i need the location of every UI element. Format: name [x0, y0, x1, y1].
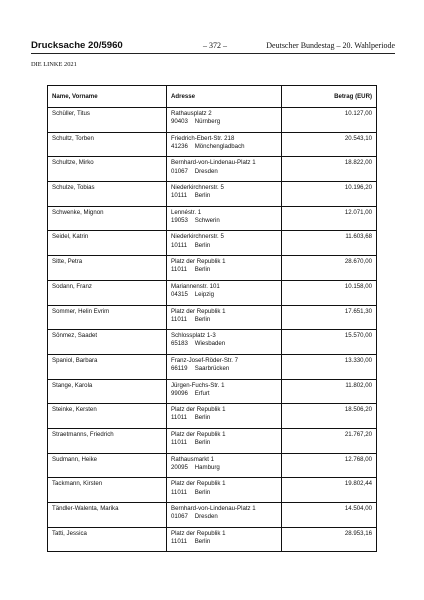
city: Berlin — [194, 414, 211, 422]
table-row — [48, 132, 377, 157]
table-row — [48, 157, 377, 182]
postal-code: 20095 — [171, 463, 188, 471]
person-name: Tändler-Walenta, Marika — [52, 505, 119, 512]
name-cell — [48, 206, 167, 231]
person-name: Schultz, Torben — [52, 134, 94, 142]
person-name: Steinke, Kersten — [52, 406, 97, 414]
postal-code: 11011 — [171, 488, 188, 496]
amount: 10.196,20 — [344, 184, 372, 192]
address-cell — [167, 379, 282, 404]
legislative-period: Deutscher Bundestag – 20. Wahlperiode — [266, 41, 395, 50]
party-label: DIE LINKE 2021 — [31, 61, 77, 68]
city: Schwerin — [194, 216, 220, 224]
header-rule — [31, 53, 395, 54]
address-cell — [167, 157, 282, 182]
name-cell — [48, 527, 167, 552]
name-cell — [48, 428, 167, 453]
name-cell — [48, 453, 167, 478]
amount-cell — [282, 379, 377, 404]
table-row — [48, 527, 377, 552]
name-cell — [48, 404, 167, 429]
amount-cell — [282, 478, 377, 503]
table-row — [48, 330, 377, 355]
amount: 17.651,30 — [344, 307, 372, 315]
table-row — [48, 404, 377, 429]
amount-cell — [282, 330, 377, 355]
postal-code: 99096 — [171, 389, 188, 397]
street: Platz der Republik 1 — [171, 258, 226, 266]
street: Platz der Republik 1 — [171, 529, 226, 537]
postal-code: 90403 — [171, 118, 188, 126]
name-cell — [48, 157, 167, 182]
address-cell — [167, 354, 282, 379]
amount: 10.158,00 — [344, 282, 372, 290]
column-header-amount: Betrag (EUR) — [282, 86, 377, 108]
postal-code: 10111 — [171, 241, 188, 249]
amount: 11.603,68 — [345, 233, 372, 241]
address-cell — [167, 527, 282, 552]
street: Friedrich-Ebert-Str. 218 — [171, 134, 235, 142]
amount-cell — [282, 527, 377, 552]
address-cell — [167, 453, 282, 478]
street: Bernhard-von-Lindenau-Platz 1 — [171, 505, 256, 512]
column-header-name: Name, Vorname — [48, 86, 167, 108]
amount-cell — [282, 354, 377, 379]
person-name: Schwenke, Mignon — [52, 208, 104, 216]
city: Hamburg — [194, 463, 220, 471]
postal-code: 66119 — [171, 365, 188, 373]
amount: 11.802,00 — [345, 381, 372, 389]
postal-code: 19053 — [171, 216, 188, 224]
person-name: Seidel, Katrin — [52, 233, 89, 241]
postal-code: 04315 — [171, 291, 188, 299]
name-cell — [48, 330, 167, 355]
address-cell — [167, 404, 282, 429]
city: Berlin — [194, 266, 211, 274]
address-cell — [167, 428, 282, 453]
street: Schlossplatz 1-3 — [171, 332, 216, 340]
person-name: Schultze, Mirko — [52, 159, 94, 167]
amount: 12.071,00 — [344, 208, 372, 216]
street: Platz der Republik 1 — [171, 430, 226, 438]
person-name: Stange, Karola — [52, 381, 93, 389]
table-header-row — [48, 86, 377, 108]
amount: 18.822,00 — [344, 159, 372, 167]
page-number: – 372 – — [203, 41, 227, 50]
address-cell — [167, 231, 282, 256]
amount-cell — [282, 428, 377, 453]
street: Lennéstr. 1 — [171, 208, 202, 216]
document-id: Drucksache 20/5960 — [31, 40, 123, 51]
name-cell — [48, 108, 167, 133]
person-name: Tackmann, Kirsten — [52, 480, 103, 488]
postal-code: 11011 — [171, 266, 188, 274]
city: Berlin — [194, 241, 211, 249]
postal-code: 11011 — [171, 414, 188, 422]
address-cell — [167, 256, 282, 281]
city: Berlin — [194, 488, 211, 496]
amount-cell — [282, 503, 377, 528]
amount: 14.504,00 — [344, 505, 372, 512]
amount: 10.127,00 — [344, 110, 372, 117]
table-row — [48, 206, 377, 231]
address-cell — [167, 280, 282, 305]
city: Wiesbaden — [194, 340, 226, 348]
person-name: Tatti, Jessica — [52, 529, 87, 537]
column-header-address: Adresse — [167, 86, 282, 108]
city: Nürnberg — [194, 118, 221, 126]
city: Berlin — [194, 315, 211, 323]
address-cell — [167, 108, 282, 133]
address-cell — [167, 330, 282, 355]
amount-cell — [282, 231, 377, 256]
person-name: Sodann, Franz — [52, 282, 92, 290]
street: Platz der Republik 1 — [171, 480, 226, 488]
city: Berlin — [194, 537, 211, 545]
name-cell — [48, 182, 167, 207]
street: Niederkirchnerstr. 5 — [171, 233, 224, 241]
name-cell — [48, 256, 167, 281]
table-row — [48, 182, 377, 207]
postal-code: 10111 — [171, 192, 188, 200]
amount-cell — [282, 453, 377, 478]
street: Rathausplatz 2 — [171, 110, 212, 117]
address-cell — [167, 503, 282, 528]
city: Erfurt — [194, 389, 210, 397]
amount: 18.506,20 — [344, 406, 372, 414]
postal-code: 41236 — [171, 142, 188, 150]
postal-code: 11011 — [171, 439, 188, 447]
city: Dresden — [194, 513, 218, 521]
amount-cell — [282, 206, 377, 231]
donations-table — [47, 85, 377, 552]
amount-cell — [282, 404, 377, 429]
amount-cell — [282, 132, 377, 157]
address-cell — [167, 478, 282, 503]
city: Saarbrücken — [194, 365, 230, 373]
amount-cell — [282, 280, 377, 305]
name-cell — [48, 132, 167, 157]
postal-code: 65183 — [171, 340, 188, 348]
city: Berlin — [194, 192, 211, 200]
amount: 21.767,20 — [344, 430, 372, 438]
city: Mönchengladbach — [194, 142, 245, 150]
street: Platz der Republik 1 — [171, 406, 226, 414]
name-cell — [48, 280, 167, 305]
amount: 20.543,10 — [344, 134, 372, 142]
street: Rathausmarkt 1 — [171, 455, 215, 463]
name-cell — [48, 503, 167, 528]
table-row — [48, 305, 377, 330]
address-cell — [167, 305, 282, 330]
address-cell — [167, 206, 282, 231]
person-name: Schulze, Tobias — [52, 184, 95, 192]
city: Dresden — [194, 167, 218, 175]
table-row — [48, 379, 377, 404]
street: Niederkirchnerstr. 5 — [171, 184, 224, 192]
amount: 19.802,44 — [344, 480, 372, 488]
table-row — [48, 453, 377, 478]
person-name: Sitte, Petra — [52, 258, 83, 266]
address-cell — [167, 132, 282, 157]
name-cell — [48, 478, 167, 503]
postal-code: 11011 — [171, 315, 188, 323]
amount-cell — [282, 256, 377, 281]
person-name: Spaniol, Barbara — [52, 356, 98, 364]
city: Leipzig — [194, 291, 215, 299]
person-name: Straetmanns, Friedrich — [52, 430, 114, 438]
table-row — [48, 354, 377, 379]
amount-cell — [282, 305, 377, 330]
street: Jürgen-Fuchs-Str. 1 — [171, 381, 225, 389]
person-name: Sönmez, Saadet — [52, 332, 98, 340]
postal-code: 11011 — [171, 537, 188, 545]
table-row — [48, 478, 377, 503]
name-cell — [48, 305, 167, 330]
person-name: Sommer, Helin Evrim — [52, 307, 110, 315]
city: Berlin — [194, 439, 211, 447]
street: Mariannenstr. 101 — [171, 282, 220, 290]
page-header — [31, 40, 395, 54]
amount-cell — [282, 157, 377, 182]
person-name: Schüller, Titus — [52, 110, 90, 117]
postal-code: 01067 — [171, 167, 188, 175]
amount: 13.330,00 — [344, 356, 372, 364]
street: Platz der Republik 1 — [171, 307, 226, 315]
amount: 28.953,16 — [344, 529, 372, 537]
table-row — [48, 428, 377, 453]
name-cell — [48, 354, 167, 379]
name-cell — [48, 379, 167, 404]
amount: 12.768,00 — [344, 455, 372, 463]
amount-cell — [282, 108, 377, 133]
table-row — [48, 108, 377, 133]
table-row — [48, 256, 377, 281]
table-row — [48, 280, 377, 305]
address-cell — [167, 182, 282, 207]
amount: 28.670,00 — [344, 258, 372, 266]
table-row — [48, 231, 377, 256]
street: Bernhard-von-Lindenau-Platz 1 — [171, 159, 256, 167]
amount: 15.570,00 — [344, 332, 372, 340]
name-cell — [48, 231, 167, 256]
street: Franz-Josef-Röder-Str. 7 — [171, 356, 239, 364]
table-row — [48, 503, 377, 528]
person-name: Sudmann, Heike — [52, 455, 98, 463]
postal-code: 01067 — [171, 513, 188, 521]
amount-cell — [282, 182, 377, 207]
